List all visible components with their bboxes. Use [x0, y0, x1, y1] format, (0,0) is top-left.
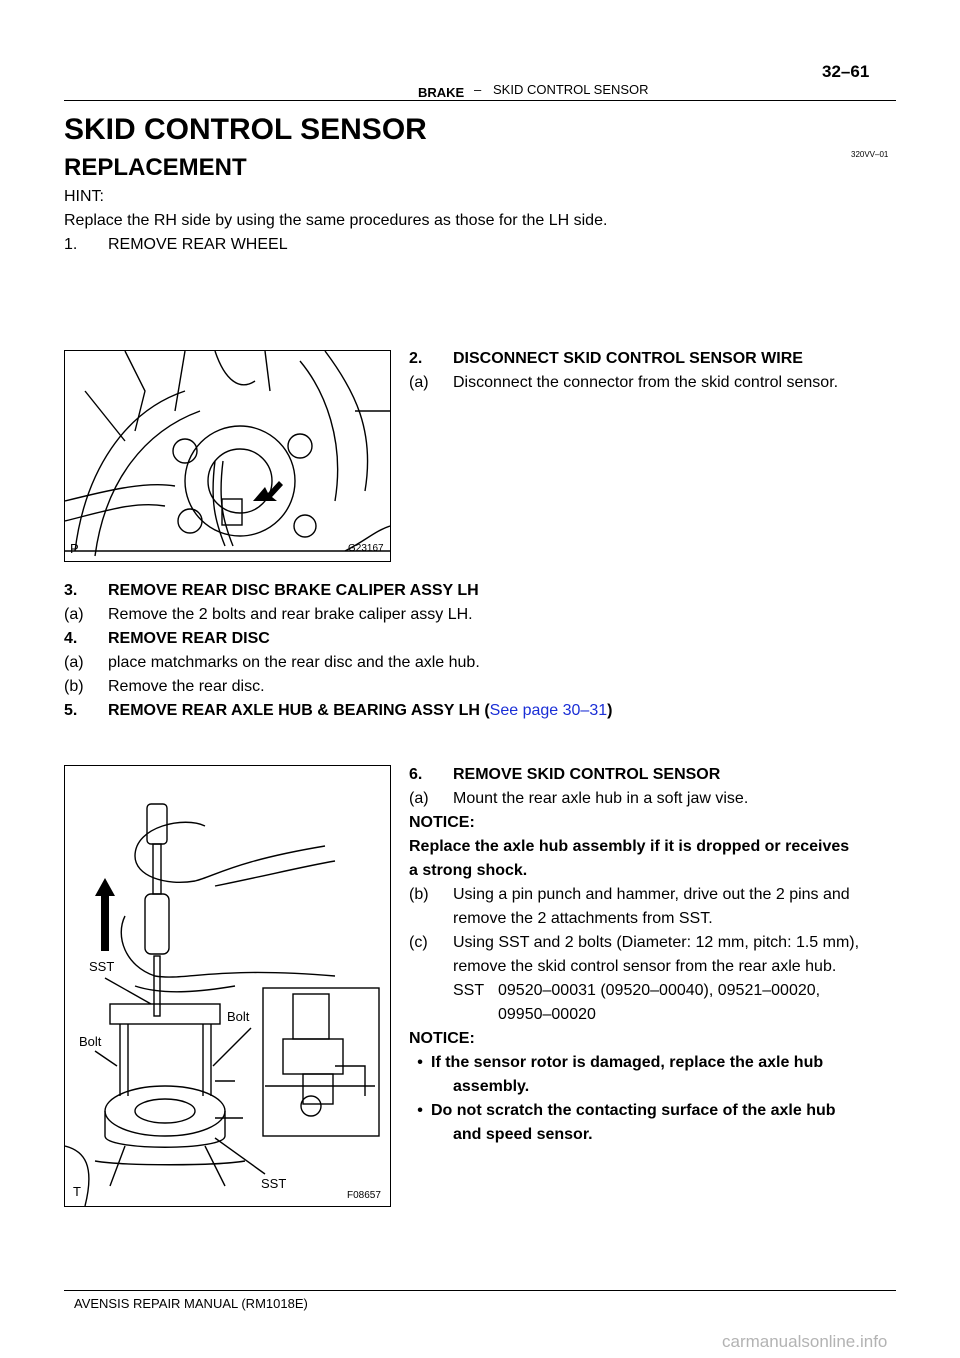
step-2a [409, 372, 838, 394]
figure-code: G23167 [348, 543, 384, 554]
step-3 [64, 580, 479, 602]
step-text: REMOVE REAR DISC BRAKE CALIPER ASSY LH [108, 582, 479, 599]
sensor-removal-drawing [65, 766, 390, 1206]
bullet-text: Do not scratch the contacting surface of the axle hub [431, 1102, 836, 1119]
notice-2-label: NOTICE: [409, 1030, 475, 1047]
substep-text: Remove the 2 bolts and rear brake caliper assy LH. [108, 606, 473, 623]
step-4 [64, 628, 270, 650]
step-4a [64, 652, 480, 674]
step-6b [409, 884, 850, 906]
step-6c [409, 932, 859, 954]
step-3a [64, 604, 473, 626]
substep-letter: (b) [64, 678, 84, 695]
sst-label: SST [453, 982, 485, 999]
step-number: 2. [409, 350, 423, 367]
notice-1-line-2: a strong shock. [409, 862, 528, 879]
step-text: REMOVE SKID CONTROL SENSOR [453, 766, 721, 783]
doc-code: 320VV–01 [851, 150, 889, 159]
hint-text: Replace the RH side by using the same procedures as those for the LH side. [64, 212, 608, 229]
figure-code: F08657 [347, 1190, 381, 1201]
footer-rule [64, 1290, 896, 1291]
sensor-connector-drawing [65, 351, 390, 561]
sst-numbers-line-2: 09950–00020 [498, 1006, 596, 1023]
substep-letter: (a) [64, 606, 84, 623]
label-bolt-left: Bolt [79, 1034, 102, 1049]
step-number: 4. [64, 630, 78, 647]
substep-letter: (b) [409, 886, 429, 903]
step-2 [409, 348, 803, 370]
notice-1-line-1: Replace the axle hub assembly if it is dropped or receives [409, 838, 850, 855]
hint-label: HINT: [64, 188, 104, 205]
page-title: SKID CONTROL SENSOR [64, 113, 427, 146]
step-number: 6. [409, 766, 423, 783]
step-number: 5. [64, 702, 78, 719]
bullet-text: If the sensor rotor is damaged, replace the axle hub [431, 1054, 824, 1071]
substep-letter: (a) [409, 374, 429, 391]
step-text: REMOVE REAR WHEEL [108, 236, 288, 253]
notice-2-bullet-2 [409, 1100, 836, 1122]
header-section: SKID CONTROL SENSOR [493, 82, 649, 97]
step-text-close: ) [607, 702, 613, 719]
step-text: REMOVE REAR DISC [108, 630, 270, 647]
step-number: 3. [64, 582, 78, 599]
substep-letter: (a) [64, 654, 84, 671]
bullet: • [417, 1102, 423, 1119]
figure-sensor-connector [64, 350, 391, 562]
step-5 [64, 700, 612, 722]
step-1 [64, 234, 288, 256]
step-4b [64, 676, 265, 698]
footer-manual: AVENSIS REPAIR MANUAL (RM1018E) [74, 1296, 308, 1311]
substep-text: place matchmarks on the rear disc and the axle hub. [108, 654, 480, 671]
figure-sensor-removal [64, 765, 391, 1207]
substep-letter: (c) [409, 934, 428, 951]
step-6b-line-2: remove the 2 attachments from SST. [453, 910, 713, 927]
header-rule [64, 100, 896, 101]
watermark: carmanualsonline.info [722, 1332, 888, 1351]
label-sst-top: SST [89, 959, 115, 974]
notice-2-bullet-1 [409, 1052, 823, 1074]
substep-text: Mount the rear axle hub in a soft jaw vise. [453, 790, 749, 807]
sst-numbers-line-1: 09520–00031 (09520–00040), 09521–00020, [498, 982, 821, 999]
substep-letter: (a) [409, 790, 429, 807]
substep-text: Using a pin punch and hammer, drive out the 2 pins and [453, 886, 850, 903]
substep-text: Disconnect the connector from the skid control sensor. [453, 374, 839, 391]
header-dash: – [474, 82, 482, 97]
notice-2-bullet-2-line-2: and speed sensor. [453, 1126, 593, 1143]
figure-corner-mark: P [70, 541, 79, 556]
notice-1-label: NOTICE: [409, 814, 475, 831]
step-text: REMOVE REAR AXLE HUB & BEARING ASSY LH ( [108, 702, 490, 719]
step-number: 1. [64, 236, 78, 253]
page-number: 32–61 [822, 62, 870, 81]
step-text: DISCONNECT SKID CONTROL SENSOR WIRE [453, 350, 803, 367]
figure-corner-mark: T [73, 1184, 81, 1199]
step-6c-line-2: remove the skid control sensor from the rear axle hub. [453, 958, 837, 975]
bullet: • [417, 1054, 423, 1071]
substep-text: Remove the rear disc. [108, 678, 265, 695]
substep-text: Using SST and 2 bolts (Diameter: 12 mm, pitch: 1.5 mm), [453, 934, 860, 951]
notice-2-bullet-1-line-2: assembly. [453, 1078, 530, 1095]
step-6 [409, 764, 720, 786]
page-subtitle: REPLACEMENT [64, 154, 247, 181]
label-sst-bottom: SST [261, 1176, 287, 1191]
see-page-link[interactable]: See page 30–31 [489, 702, 608, 719]
header-chapter: BRAKE [418, 85, 465, 100]
step-6a [409, 788, 748, 810]
label-bolt-right: Bolt [227, 1009, 250, 1024]
